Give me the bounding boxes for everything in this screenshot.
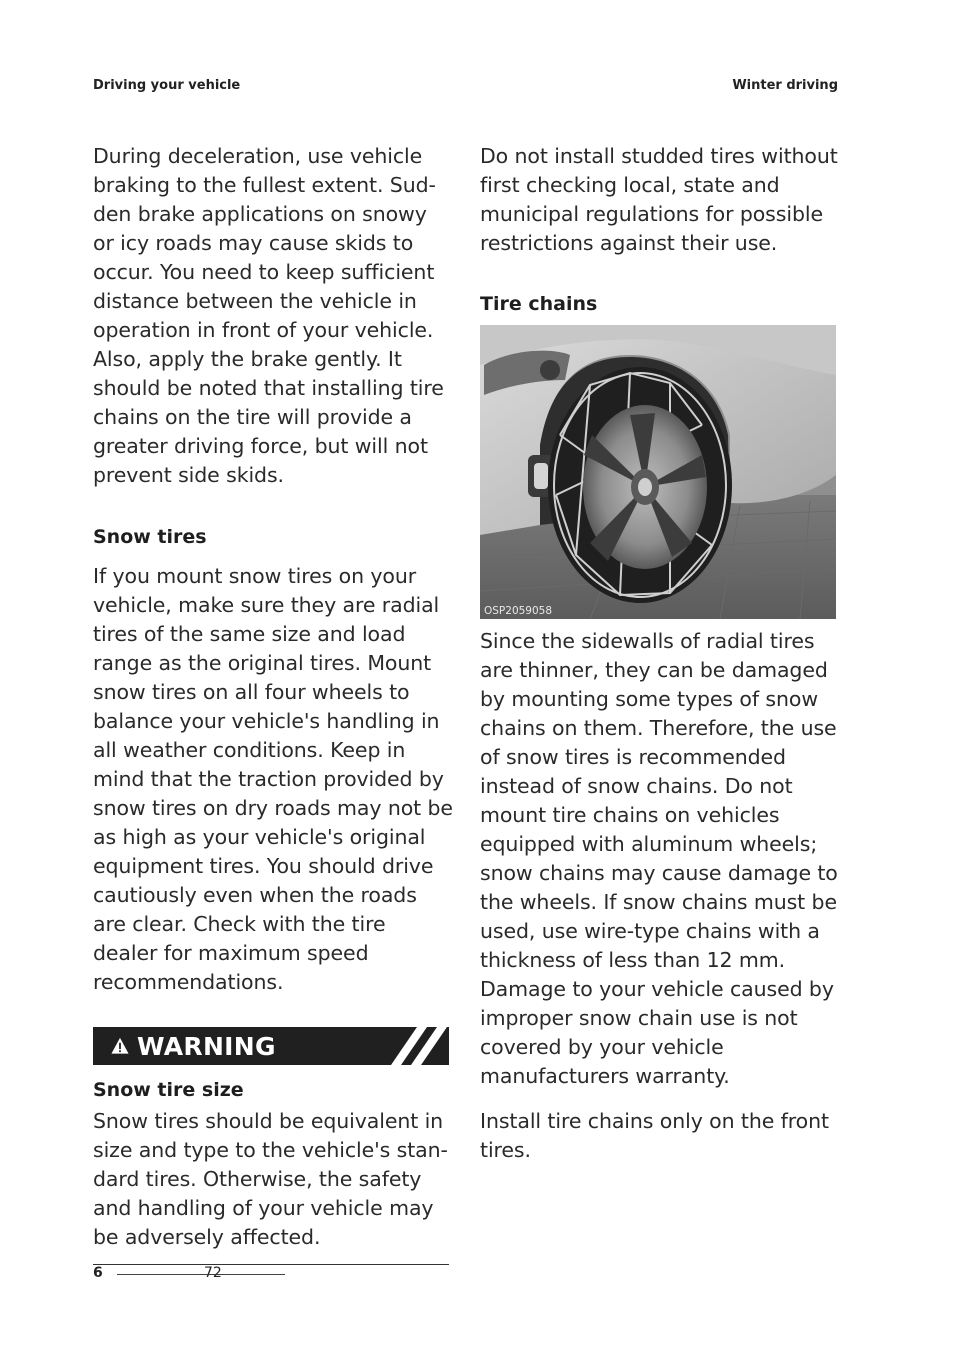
- page-number: 72: [204, 1265, 222, 1281]
- snow-tires-paragraph: If you mount snow tires on your vehicle, make sure they are radial tires of the same size and load range as the original tires. Mount snow tires on all four wheels to balance your vehicle's handling in all weather conditions. Keep in mind that the traction provided by snow tires on dry roads may not be as high as your vehicle's original equipment tires. You should drive cautiously even when the roads are clear. Check with the tire dealer for maximum speed recommendations.: [93, 564, 453, 994]
- deceleration-paragraph: During deceleration, use vehicle braking to the fullest extent. Sudden brake applications on snowy or icy roads may cause skids to occur. You need to keep sufficient distance between the vehicle in operation in front of your vehicle. Also, apply the brake gently. It should be noted that installing tire chains on the tire will provide a greater driving force, but will not prevent side skids.: [93, 144, 444, 487]
- front-tires-paragraph: Install tire chains only on the front tires.: [480, 1109, 829, 1162]
- snow-tires-heading: Snow tires: [93, 526, 207, 548]
- warning-banner: [93, 1027, 449, 1065]
- running-header-section: Driving your vehicle: [93, 78, 241, 93]
- warning-paragraph: Snow tires should be equivalent in size and type to the vehicle's standard tires. Otherwise, the safety and handling of your vehicle may be adversely affected.: [93, 1109, 448, 1249]
- tire-chains-heading: Tire chains: [480, 293, 598, 315]
- chapter-number: 6: [93, 1265, 103, 1281]
- tire-chains-paragraph: Since the sidewalls of radial tires are thinner, they can be damaged by mounting some types of snow chains on them. Therefore, the use of snow tires is recommended instead of snow chains. Do not mount tire chains on vehicles equipped with aluminum wheels; snow chains may cause damage to the wheels. If snow chains must be used, use wire-type chains with a thickness of less than 12 mm. Damage to your vehicle caused by improper snow chain use is not covered by your vehicle manufacturers warranty.: [480, 629, 838, 1088]
- footer-rule: [117, 1274, 285, 1275]
- tire-chain-illustration: [480, 325, 836, 619]
- running-header-topic: Winter driving: [732, 78, 838, 93]
- warning-stripes-decoration: [369, 1027, 449, 1065]
- warning-subheading: Snow tire size: [93, 1079, 244, 1101]
- warning-end-rule: [93, 1264, 449, 1265]
- warning-label: WARNING: [137, 1032, 276, 1061]
- studded-tires-paragraph: Do not install studded tires without first checking local, state and municipal regulations for possible restrictions against their use.: [480, 144, 838, 255]
- right-column: [480, 142, 840, 1165]
- figure-code: OSP2059058: [484, 605, 553, 617]
- warning-triangle-icon: [111, 1037, 129, 1055]
- left-column: [93, 142, 453, 1265]
- tire-chain-photo: [480, 325, 836, 619]
